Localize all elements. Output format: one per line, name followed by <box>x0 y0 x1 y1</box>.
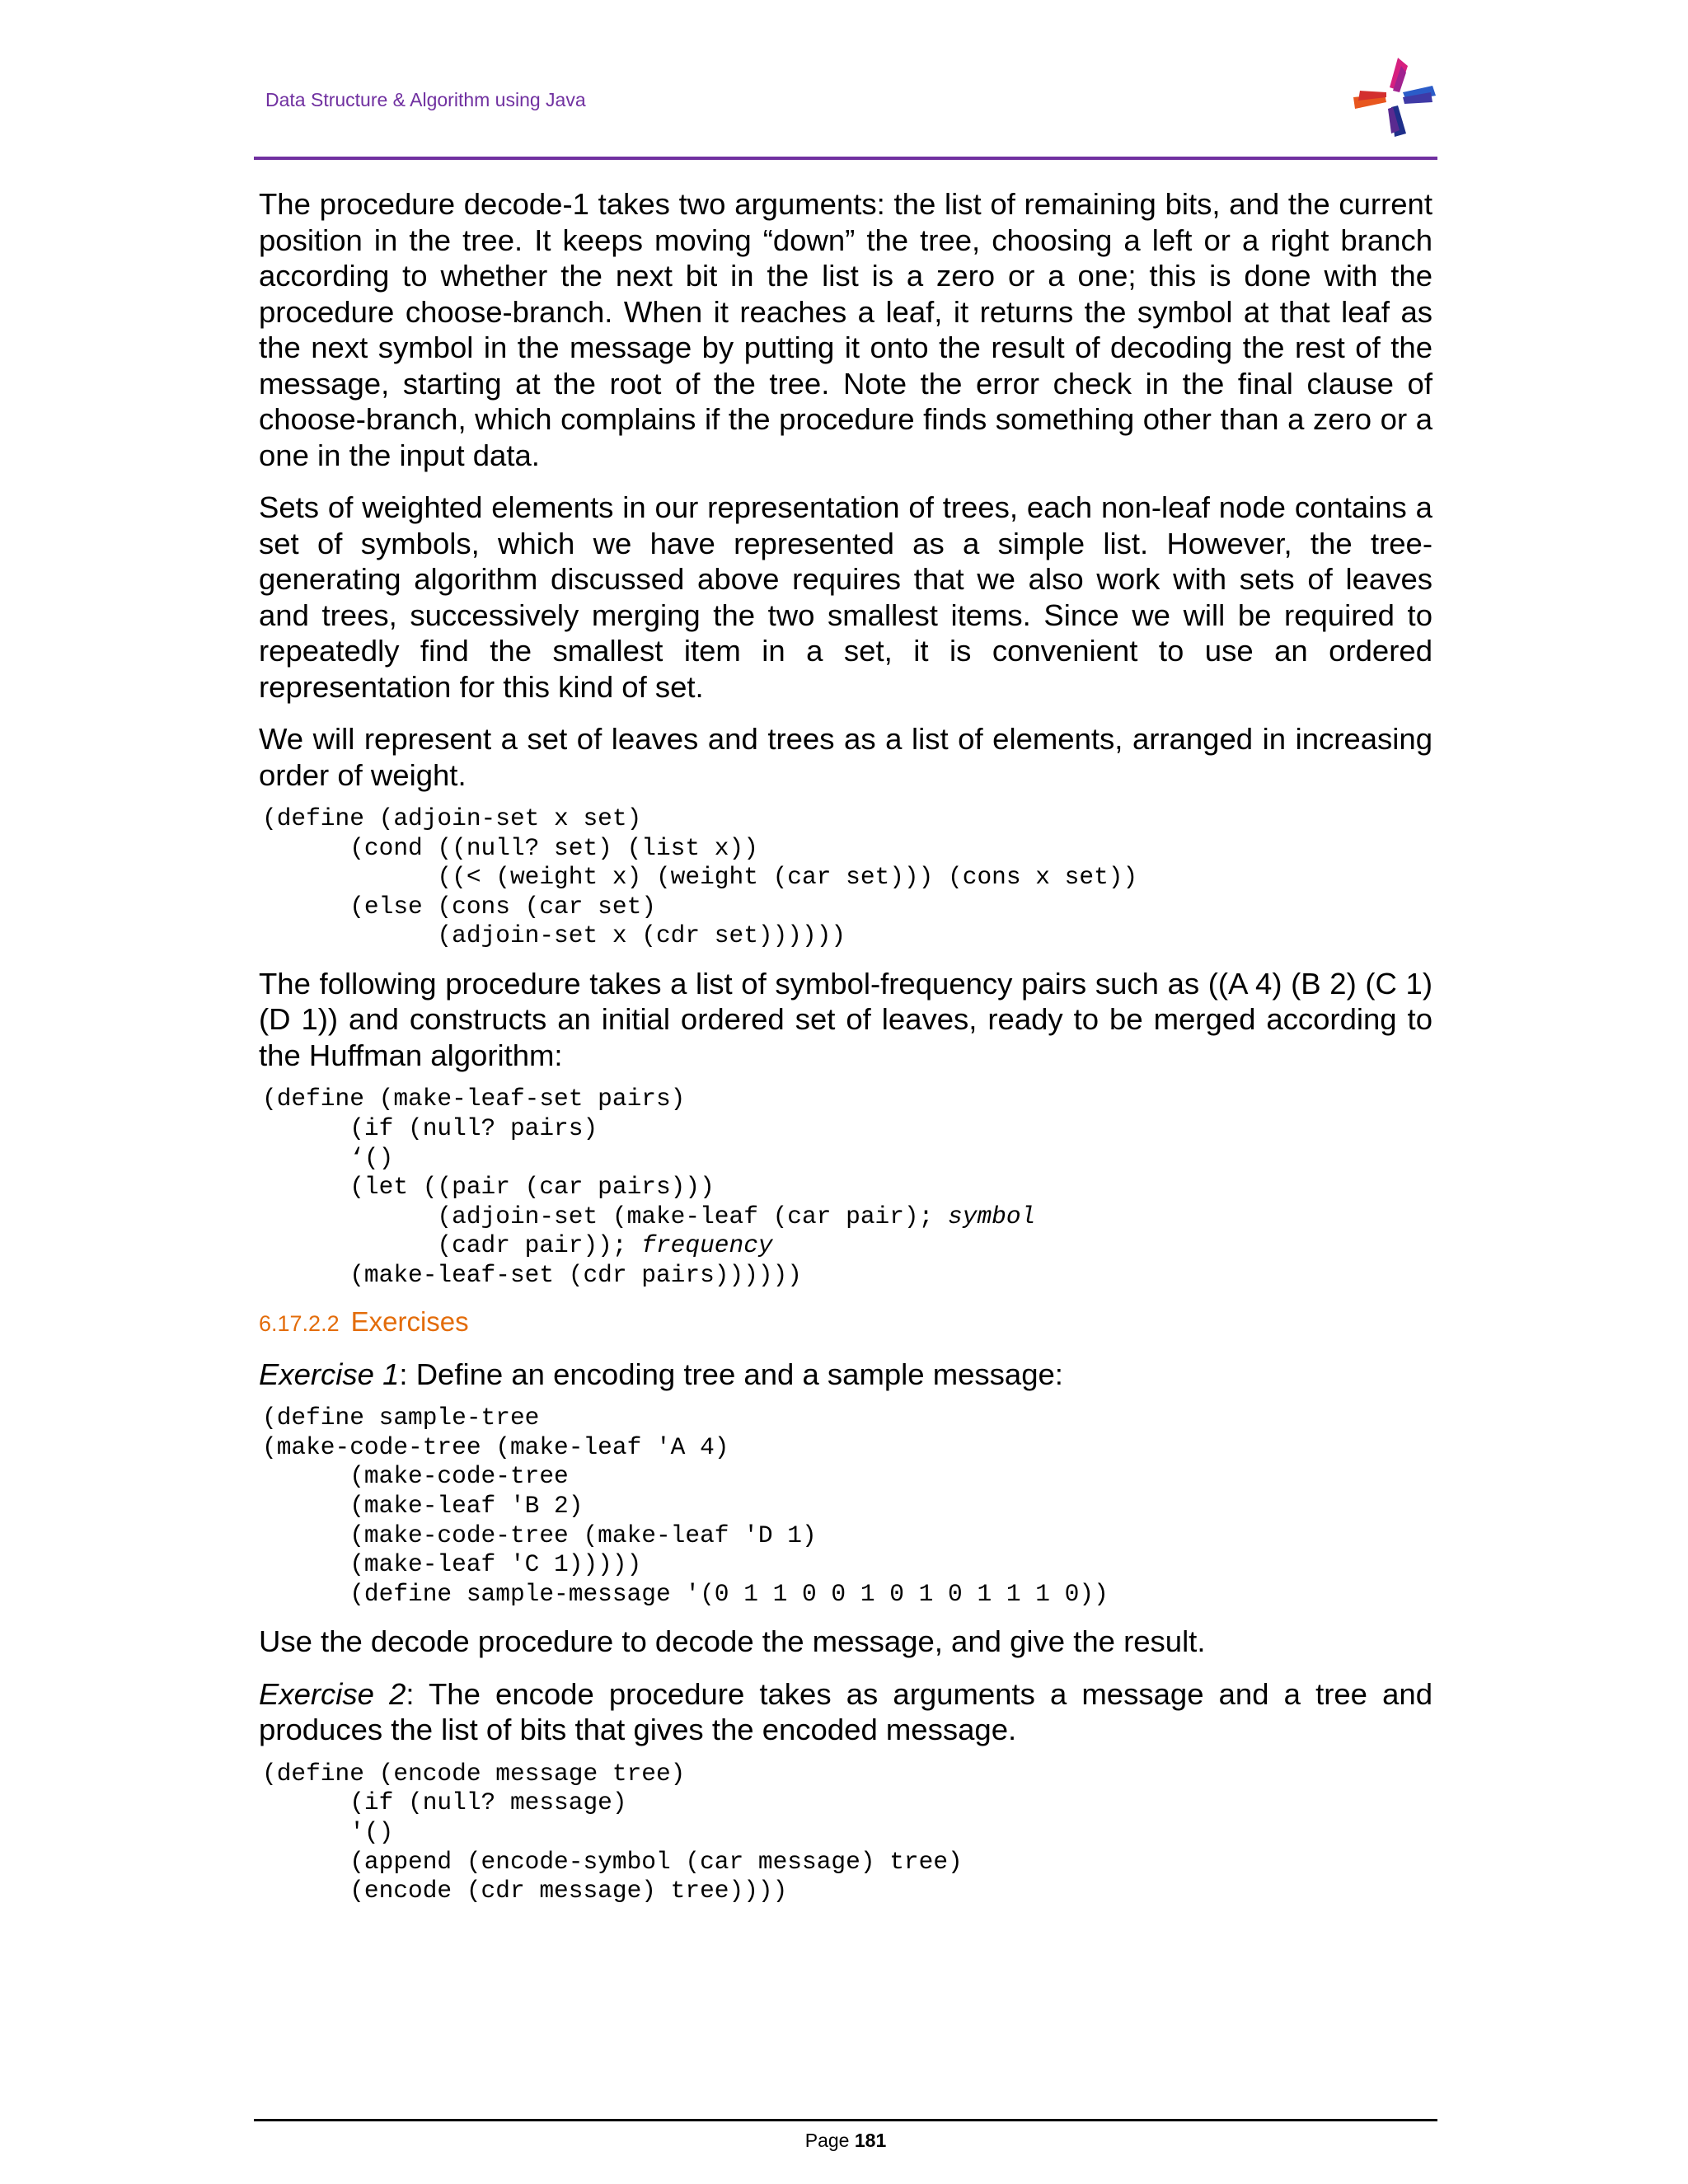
page-footer <box>254 2119 1437 2151</box>
section-title: Exercises <box>350 1305 469 1337</box>
paragraph-decode-instruction: Use the decode procedure to decode the message, and give the result. <box>259 1624 1206 1659</box>
paragraph-make-leaf-set-intro: The following procedure takes a list of symbol-frequency pairs such as ((A 4) (B 2) (C 1) (D 1)) and constructs an initial ordered set of leaves, ready to be merged according to the Huffman algorithm: <box>259 966 1432 1072</box>
paragraph-exercise-2 <box>259 1676 1432 1748</box>
code-make-leaf-set-part-3: (make-leaf-set (cdr pairs)))))) <box>349 1261 803 1290</box>
code-make-leaf-set-part-1: (define (make-leaf-set pairs) (if (null? pairs) ‘() (let ((pair (car pairs))) (adjoin-set (make-leaf (car pair); <box>262 1085 934 1230</box>
page-number <box>254 2130 1437 2152</box>
publisher-logo-icon <box>1352 54 1437 140</box>
header-title: Data Structure & Algorithm using Java <box>265 89 586 110</box>
section-number: 6.17.2.2 <box>259 1310 340 1336</box>
page-content <box>259 186 1432 1921</box>
page-header <box>254 0 1437 160</box>
code-make-leaf-set-part-2: (cadr pair)); <box>437 1231 627 1260</box>
paragraph-decode-description: The procedure decode-1 takes two arguments: the list of remaining bits, and the current position in the tree. It keeps moving “down” the tree, choosing a left or a right branch according to whether the next bit in the list is a zero or a one; this is done with the procedure choose-branch. When it reaches a leaf, it returns the symbol at that leaf as the next symbol in the message by putting it onto the result of decoding the rest of the message, starting at the root of the tree. Note the error check in the final clause of choose-branch, which complains if the procedure finds something other than a zero or a one in the input data. <box>259 187 1432 472</box>
section-heading-exercises <box>259 1305 1432 1340</box>
paragraph-exercise-1 <box>259 1357 1432 1393</box>
code-encode: (define (encode message tree) (if (null? message) '() (append (encode-symbol (car message) tree) (encode (cdr message) tree)))) <box>262 1759 963 1905</box>
exercise-1-label: Exercise 1 <box>259 1357 400 1391</box>
exercise-1-text: : Define an encoding tree and a sample message: <box>399 1357 1063 1391</box>
exercise-2-label: Exercise 2 <box>259 1676 406 1711</box>
exercise-2-text: : The encode procedure takes as arguments a message and a tree and produces the list of bits that gives the encoded message. <box>259 1676 1432 1747</box>
paragraph-set-representation: We will represent a set of leaves and trees as a list of elements, arranged in increasing order of weight. <box>259 722 1432 792</box>
code-comment-frequency: frequency <box>626 1231 773 1260</box>
page-number-prefix: Page <box>804 2130 855 2151</box>
code-make-leaf-set <box>262 1085 1432 1290</box>
code-sample-tree: (define sample-tree (make-code-tree (make-leaf 'A 4) (make-code-tree (make-leaf 'B 2) (make-code-tree (make-leaf 'D 1) (make-leaf 'C 1))))) (define sample-message '(0 1 1 0 0 1 0 1 0 1 1 1 0)) <box>262 1404 1109 1608</box>
paragraph-weighted-sets: Sets of weighted elements in our representation of trees, each non-leaf node contains a set of symbols, which we have represented as a simple list. However, the tree-generating algorithm discussed above requires that we also work with sets of leaves and trees, successively merging the two smallest items. Since we will be required to repeatedly find the smallest item in a set, it is convenient to use an ordered representation for this kind of set. <box>259 490 1432 704</box>
code-adjoin-set: (define (adjoin-set x set) (cond ((null? set) (list x)) ((< (weight x) (weight (car set))) (cons x set)) (else (cons (car set) (adjoin-set x (cdr set)))))) <box>262 804 1138 950</box>
page-number-value: 181 <box>854 2130 887 2151</box>
code-comment-symbol: symbol <box>933 1202 1036 1230</box>
